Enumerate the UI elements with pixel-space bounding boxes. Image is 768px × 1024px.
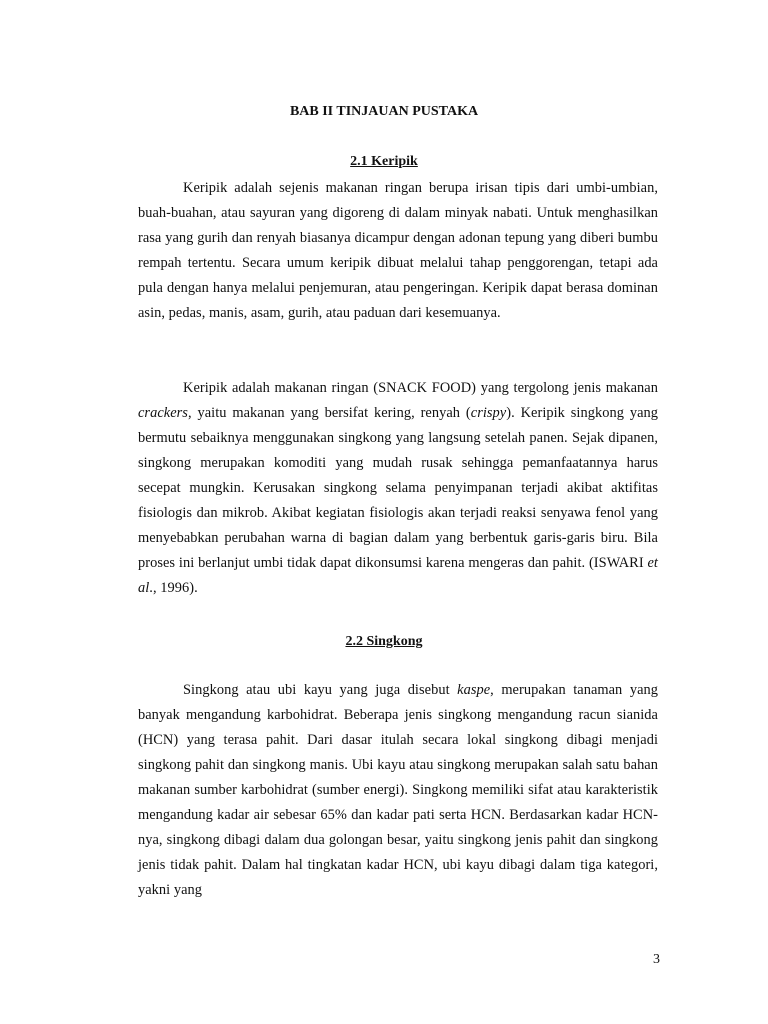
section-title-singkong: 2.2 Singkong	[345, 634, 423, 649]
paragraph-text: ). Keripik singkong yang bermutu sebaiknya menggunakan singkong yang langsung setelah panen. Sejak dipanen, singkong merupakan komoditi yang mudah rusak sehingga pemanfaatannya harus secepat mungkin. Kerusakan singkong selama penyimpanan terjadi akibat aktifitas fisiologis dan mikrob. Akibat kegiatan fisiologis akan terjadi reaksi senyawa fenol yang menyebabkan perubahan warna di bagian dalam yang berbentuk garis-garis biru. Bila proses ini berlanjut umbi tidak dapat dikonsumsi karena mengeras dan pahit. (ISWARI	[138, 405, 658, 571]
chapter-title: BAB II TINJAUAN PUSTAKA	[289, 104, 479, 119]
paragraph-keripik-2	[138, 376, 658, 601]
page-number: 3	[653, 952, 660, 967]
paragraph-text: , yaitu makanan yang bersifat kering, renyah (	[187, 405, 471, 421]
paragraph-singkong-1	[138, 678, 658, 903]
paragraph-text: Singkong atau ubi kayu yang juga disebut	[183, 682, 458, 698]
paragraph-keripik-1	[138, 176, 658, 326]
italic-term: crispy	[470, 405, 507, 421]
paragraph-text: , merupakan tanaman yang banyak mengandung karbohidrat. Beberapa jenis singkong mengandung racun sianida (HCN) yang terasa pahit. Dari dasar itulah secara lokal singkong dibagi menjadi singkong pahit dan singkong manis. Ubi kayu atau singkong merupakan salah satu bahan makanan sumber karbohidrat (sumber energi). Singkong memiliki sifat atau karakteristik mengandung kadar air sebesar 65% dan kadar pati serta HCN. Berdasarkan kadar HCN-nya, singkong dibagi dalam dua golongan besar, yaitu singkong jenis pahit dan singkong jenis tidak pahit. Dalam hal tingkatan kadar HCN, ubi kayu dibagi dalam tiga kategori, yakni yang	[138, 682, 658, 898]
section-title-keripik: 2.1 Keripik	[350, 154, 418, 169]
paragraph-text: ., 1996).	[149, 580, 198, 596]
italic-term: crackers	[138, 405, 188, 421]
paragraph-text: Keripik adalah sejenis makanan ringan berupa irisan tipis dari umbi-umbian, buah-buahan, atau sayuran yang digoreng di dalam minyak nabati. Untuk menghasilkan rasa yang gurih dan renyah biasanya dicampur dengan adonan tepung yang diberi bumbu rempah tertentu. Secara umum keripik dibuat melalui tahap penggorengan, tetapi ada pula dengan hanya melalui penjemuran, atau pengeringan. Keripik dapat berasa dominan asin, pedas, manis, asam, gurih, atau paduan dari kesemuanya.	[138, 180, 658, 321]
paragraph-text: Keripik adalah makanan ringan (SNACK FOOD) yang tergolong jenis makanan	[183, 380, 658, 396]
italic-term: et al	[138, 555, 658, 596]
italic-term: kaspe	[457, 682, 491, 698]
